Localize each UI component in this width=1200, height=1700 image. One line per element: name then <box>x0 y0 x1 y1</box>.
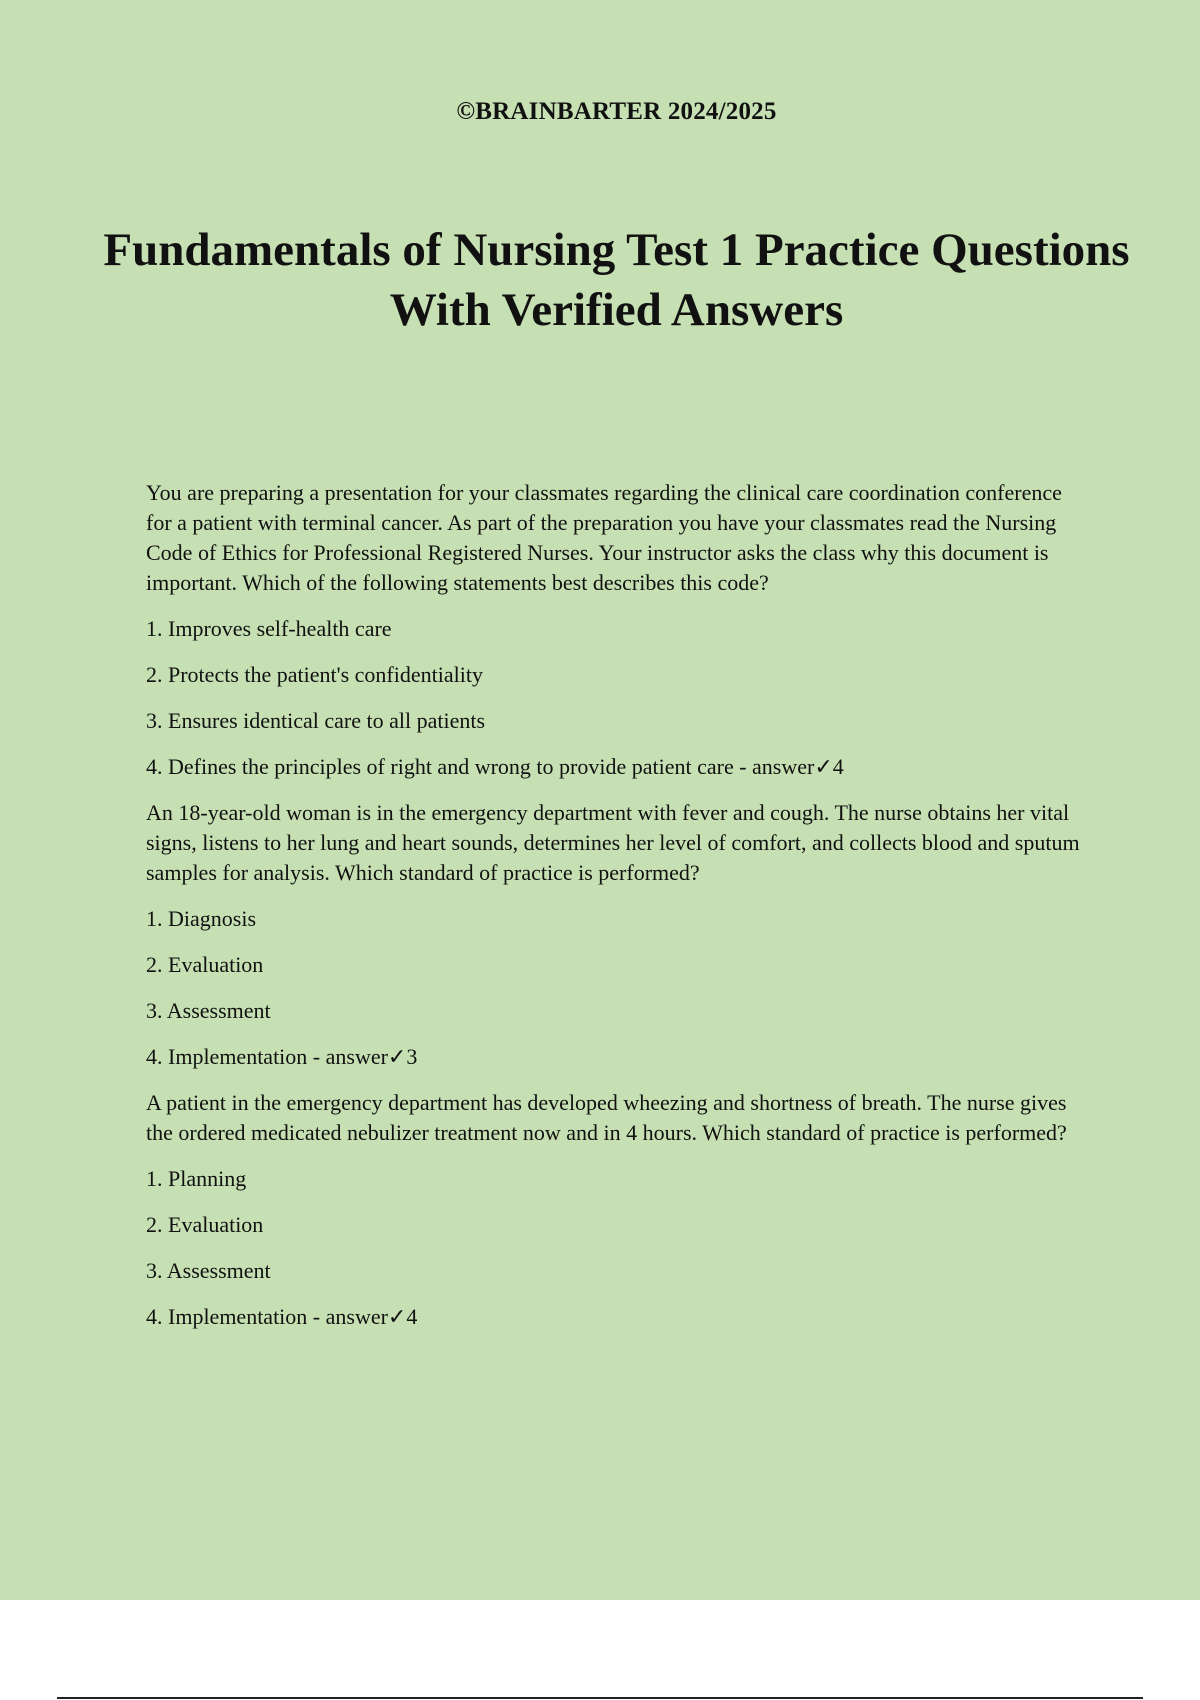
answer-option: 3. Assessment <box>146 998 271 1023</box>
answer-option: 3. Ensures identical care to all patients <box>146 708 486 733</box>
answer-options <box>146 904 1086 1072</box>
answer-options <box>146 1164 1086 1332</box>
answer-option: 3. Assessment <box>146 1258 271 1283</box>
answer-option: 4. Defines the principles of right and wrong to provide patient care - answer✓4 <box>146 754 844 779</box>
answer-option: 4. Implementation - answer✓4 <box>146 1304 418 1329</box>
answer-option: 1. Planning <box>146 1166 247 1191</box>
document-title: Fundamentals of Nursing Test 1 Practice Questions With Verified Answers <box>103 224 1130 336</box>
question-text: A patient in the emergency department has developed wheezing and shortness of breath. The nurse gives the ordered medicated nebulizer treatment now and in 4 hours. Which standard of practice is performed? <box>146 1090 1067 1145</box>
answer-option: 1. Improves self-health care <box>146 616 392 641</box>
answer-option: 2. Evaluation <box>146 1212 264 1237</box>
question-2 <box>146 798 1086 1072</box>
questions-section <box>146 478 1086 1348</box>
footer-divider <box>57 1697 1143 1699</box>
question-text: You are preparing a presentation for your classmates regarding the clinical care coordination conference for a patient with terminal cancer. As part of the preparation you have your classmates read the Nursing Code of Ethics for Professional Registered Nurses. Your instructor asks the class why this document is important. Which of the following statements best describes this code? <box>146 480 1062 595</box>
answer-option: 2. Protects the patient's confidentiality <box>146 662 483 687</box>
question-3 <box>146 1088 1086 1332</box>
answer-option: 2. Evaluation <box>146 952 264 977</box>
question-text: An 18-year-old woman is in the emergency department with fever and cough. The nurse obtains her vital signs, listens to her lung and heart sounds, determines her level of comfort, and collects blood and sputum samples for analysis. Which standard of practice is performed? <box>146 800 1080 885</box>
answer-options <box>146 614 1086 782</box>
answer-option: 4. Implementation - answer✓3 <box>146 1044 418 1069</box>
copyright-header: ©BRAINBARTER 2024/2025 <box>456 98 777 125</box>
answer-option: 1. Diagnosis <box>146 906 256 931</box>
question-1 <box>146 478 1086 782</box>
